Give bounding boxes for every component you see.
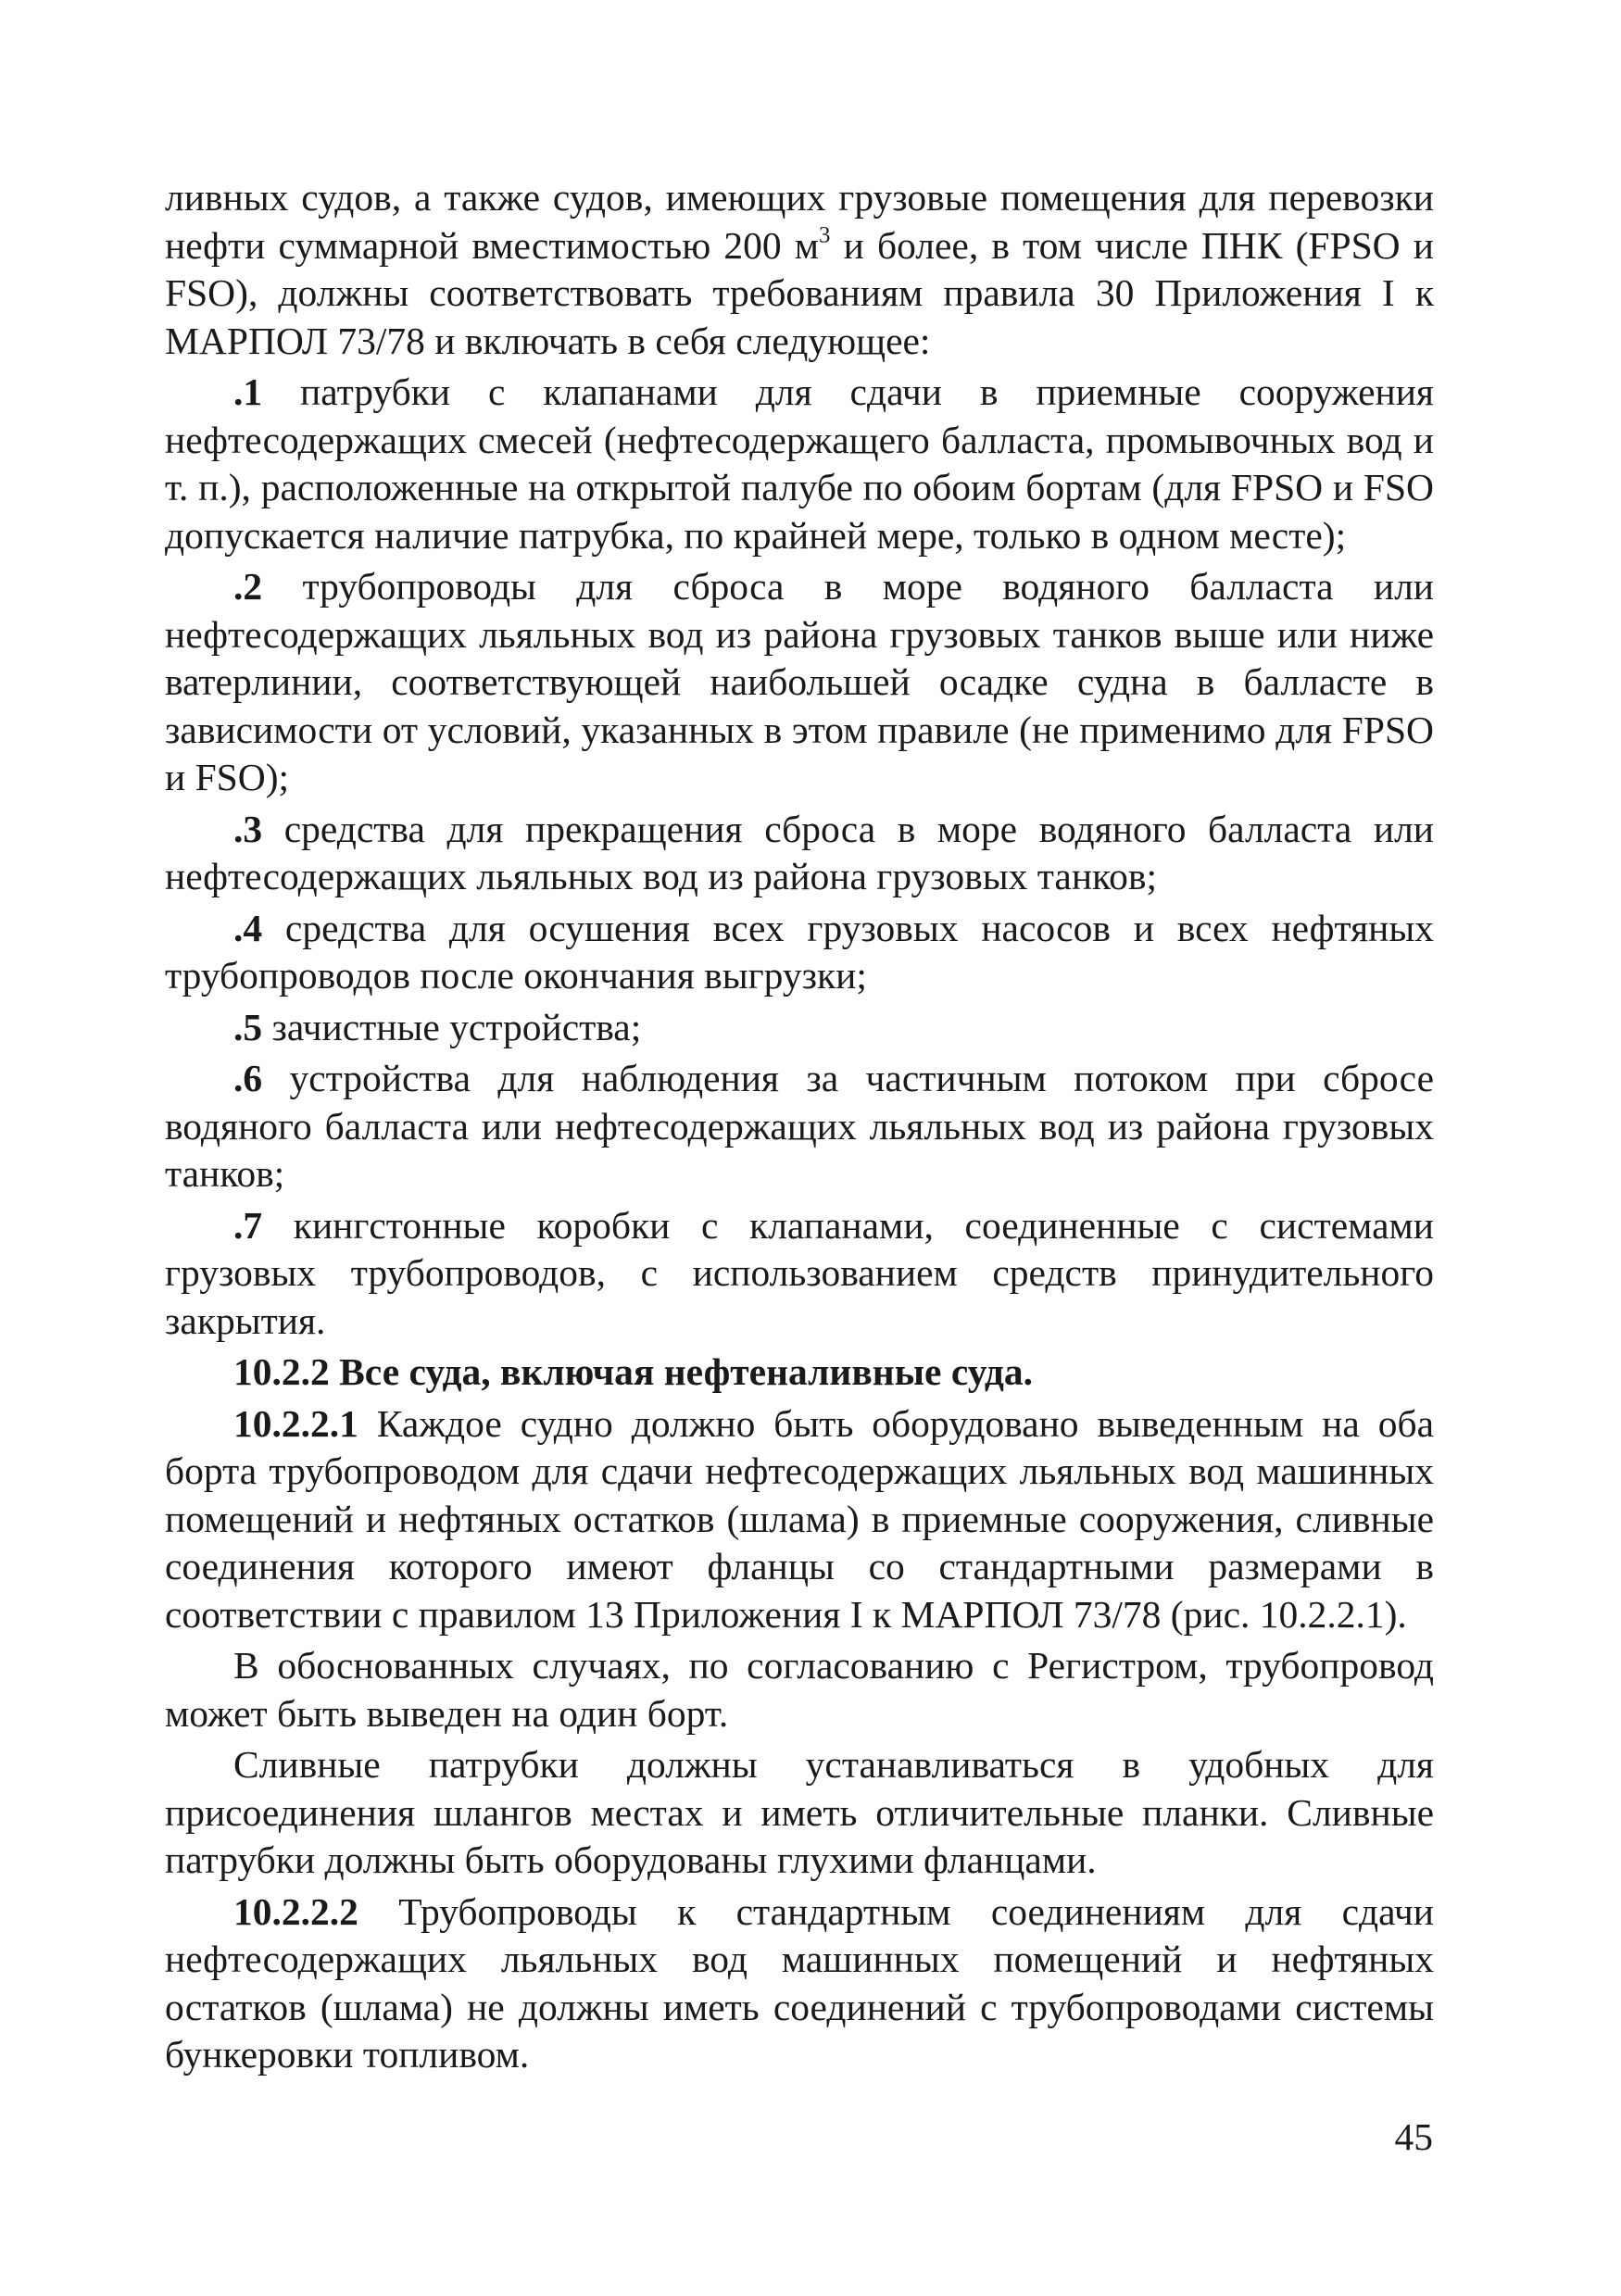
list-item-6 [165, 1055, 1434, 1198]
paragraph-10-2-2-2 [165, 1888, 1434, 2079]
paragraph-intro [165, 174, 1434, 365]
list-item-2 [165, 563, 1434, 802]
item-text: средства для прекращения сброса в море водяного балласта или нефтесодержащих льяльных вод из района грузовых танков; [165, 807, 1434, 897]
item-number: .3 [233, 807, 263, 850]
item-number: .4 [233, 906, 263, 949]
clause-text: Каждое судно должно быть оборудовано выведенным на оба борта трубопроводом для сдачи нефтесодержащих льяльных вод машинных помещений и нефтяных остатков (шлама) в приемные сооружения, сливные соединения которого имеют фланцы со стандартными размерами в соответствии с правилом 13 Приложения I к МАРПОЛ 73/78 (рис. 10.2.2.1). [165, 1401, 1434, 1636]
list-item-7 [165, 1202, 1434, 1346]
item-number: .6 [233, 1057, 263, 1099]
clause-text: Трубопроводы к стандартным соединениям для сдачи нефтесодержащих льяльных вод машинных помещений и нефтяных остатков (шлама) не должны иметь соединений с трубопроводами системы бункеровки топливом. [165, 1889, 1434, 2076]
list-item-3 [165, 806, 1434, 901]
item-text: средства для осушения всех грузовых насосов и всех нефтяных трубопроводов после окончания выгрузки; [165, 906, 1434, 997]
intro-text-b: и более, в том числе ПНК (FPSO и FSO), должны соответствовать требованиям правила 30 Приложения I к МАРПОЛ 73/78 и включать в себя следующее: [165, 223, 1434, 362]
clause-number: 10.2.2.2 [233, 1889, 358, 1933]
superscript-cubic: 3 [819, 222, 831, 248]
item-text: трубопроводы для сброса в море водяного балласта или нефтесодержащих льяльных вод из района грузовых танков выше или ниже ватерлинии, соответствующей наибольшей осадке судна в балласте в зависимости от условий, указанных в этом правиле (не применимо для FPSO и FSO); [165, 565, 1434, 798]
paragraph-justified-cases: В обоснованных случаях, по согласованию с Регистром, трубопровод может быть выведен на один борт. [165, 1644, 1434, 1735]
item-text: патрубки с клапанами для сдачи в приемные сооружения нефтесодержащих смесей (нефтесодержащего балласта, промывочных вод и т. п.), расположенные на открытой палубе по обоим бортам (для FPSO и FSO допускается наличие патрубка, по крайней мере, только в одном месте); [165, 370, 1434, 557]
clause-number: 10.2.2.1 [233, 1401, 358, 1445]
item-number: .7 [233, 1203, 263, 1247]
item-text: устройства для наблюдения за частичным потоком при сбросе водяного балласта или нефтесодержащих льяльных вод из района грузовых танков; [165, 1057, 1434, 1195]
paragraph-drain-connections: Сливные патрубки должны устанавливаться в удобных для присоединения шлангов местах и иметь отличительные планки. Сливные патрубки должны быть оборудованы глухими фланцами. [165, 1743, 1434, 1881]
item-text: зачистные устройства; [262, 1005, 642, 1048]
item-number: .2 [233, 565, 263, 608]
page-body [165, 174, 1434, 2079]
page-number: 45 [1394, 2115, 1433, 2158]
list-item-4 [165, 905, 1434, 1000]
item-number: .5 [233, 1005, 263, 1048]
section-heading-10-2-2: 10.2.2 Все суда, включая нефтеналивные суда. [233, 1350, 1033, 1393]
item-text: кингстонные коробки с клапанами, соединенные с системами грузовых трубопроводов, с использованием средств принудительного закрытия. [165, 1203, 1434, 1342]
list-item-5 [165, 1004, 1434, 1052]
list-item-1 [165, 369, 1434, 559]
intro-text-a: ливных судов, а также судов, имеющих грузовые помещения для перевозки нефти суммарной вместимостью 200 м [165, 176, 1434, 267]
paragraph-10-2-2-1 [165, 1400, 1434, 1639]
item-number: .1 [233, 370, 263, 413]
